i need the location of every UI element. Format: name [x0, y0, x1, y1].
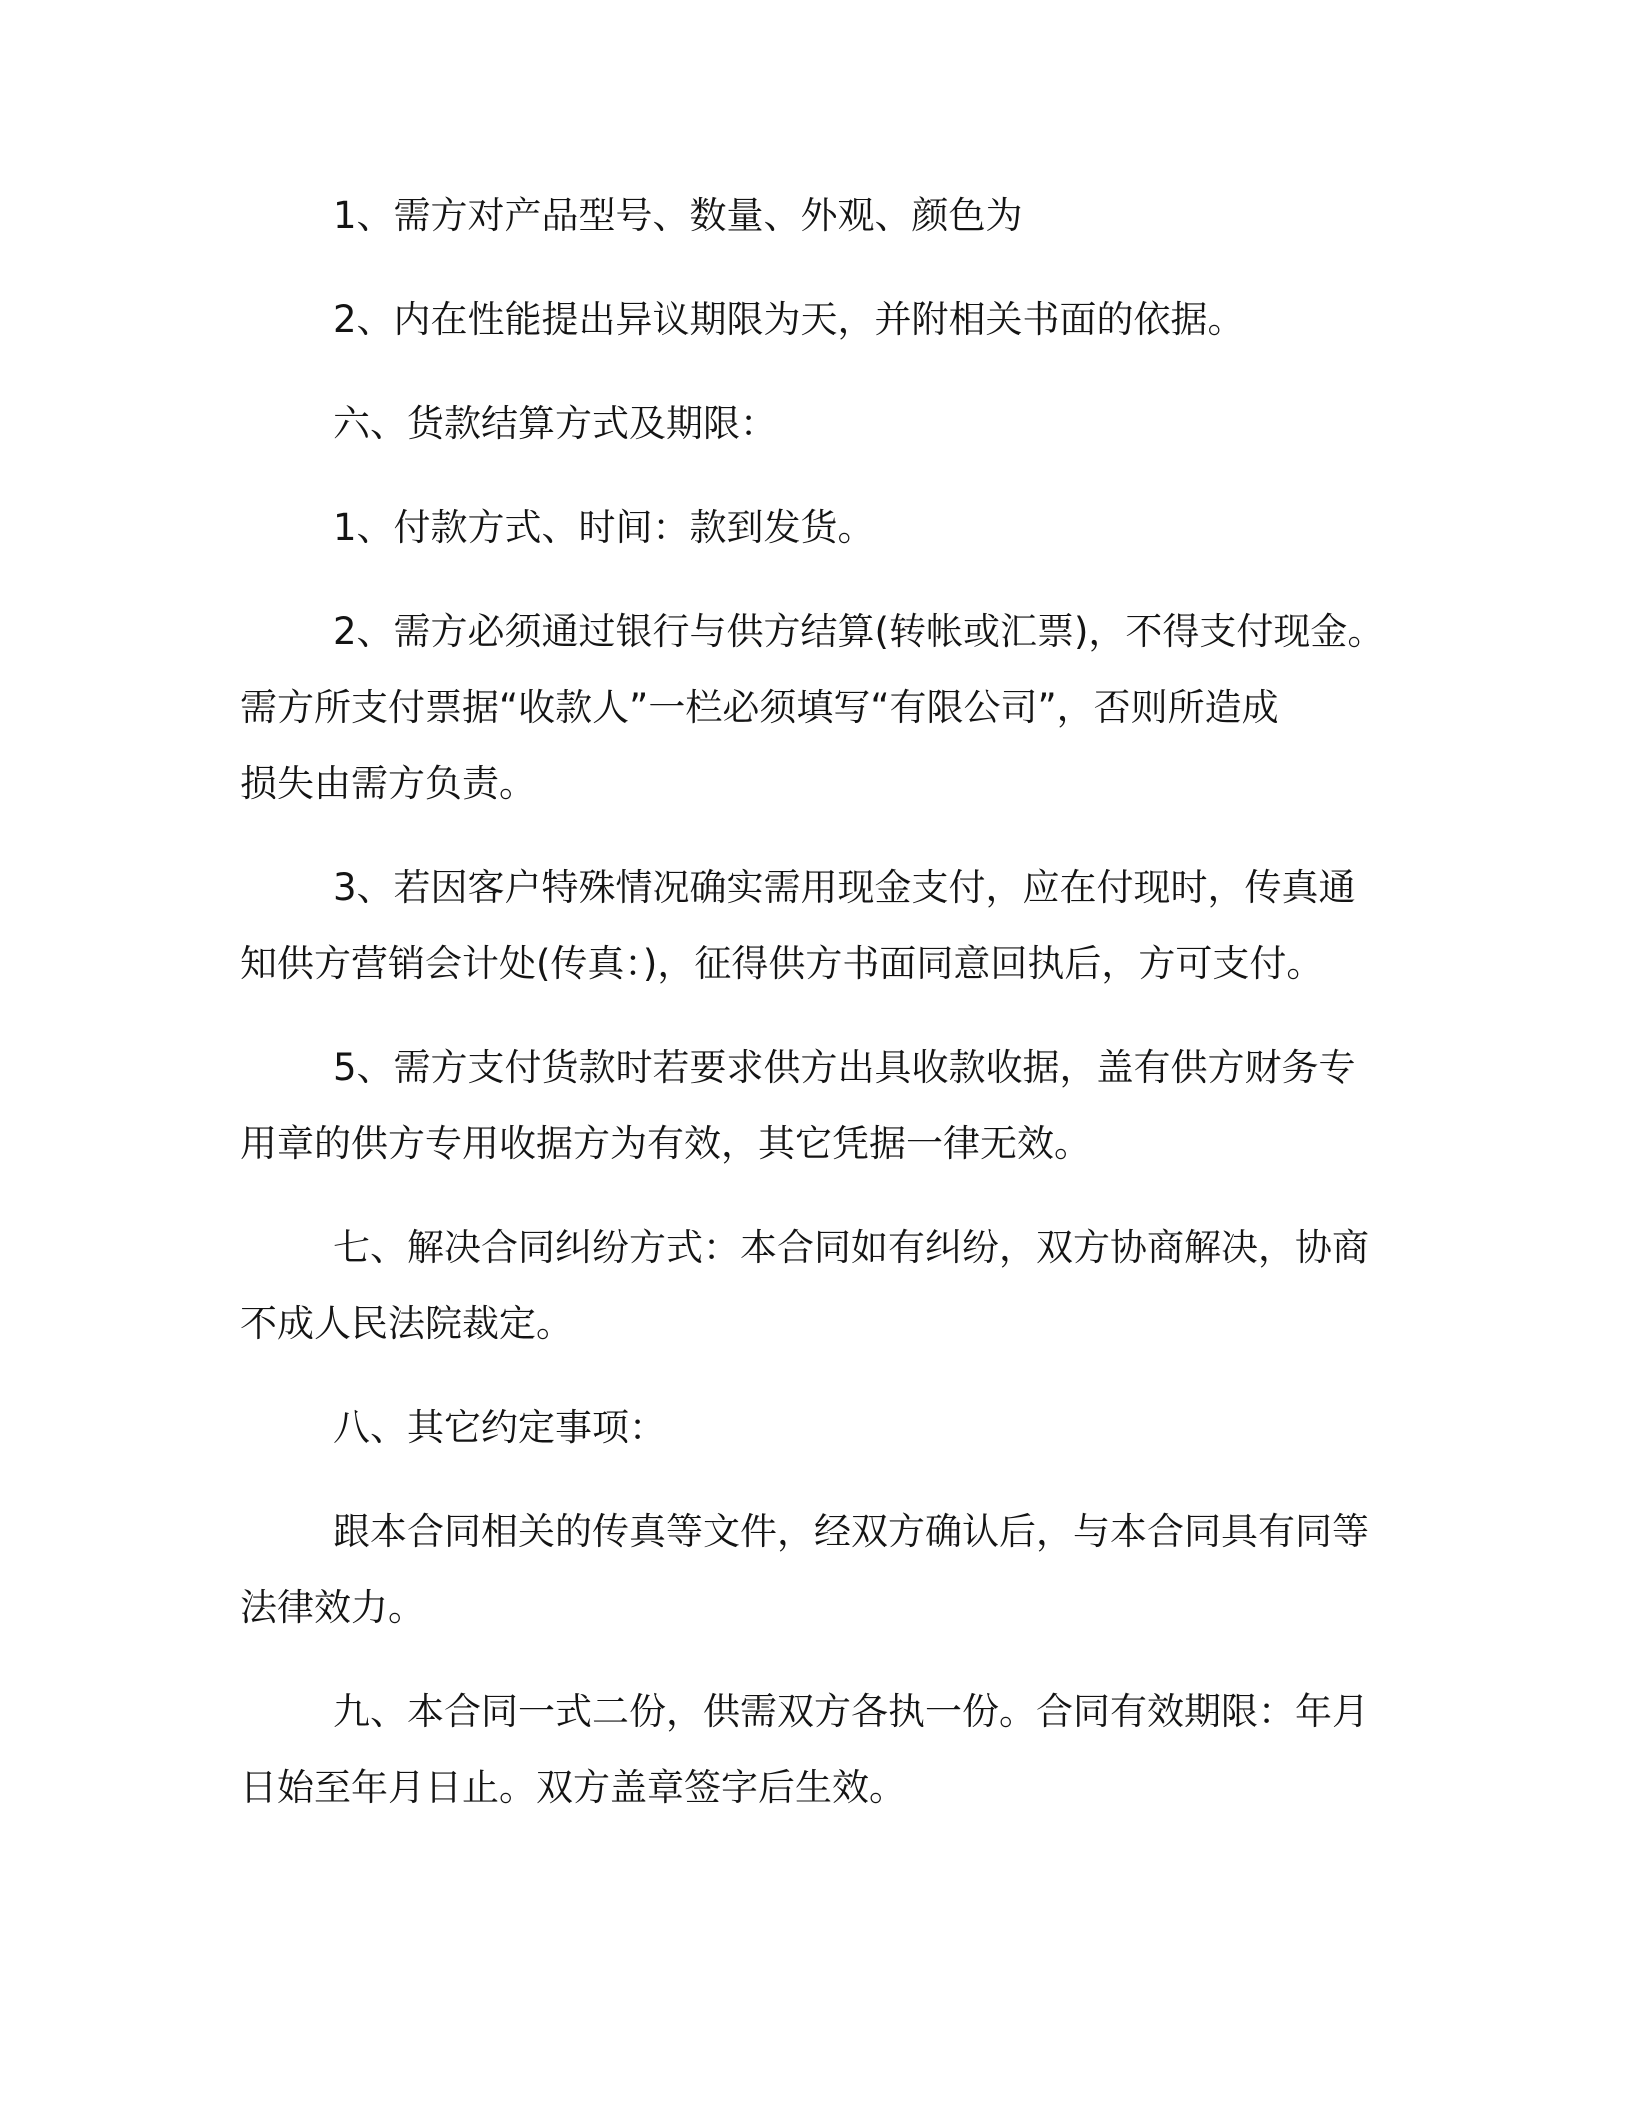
paragraph-line: 2、需方必须通过银行与供方结算(转帐或汇票)，不得支付现金。 — [333, 610, 1385, 653]
paragraph-line: 1、需方对产品型号、数量、外观、颜色为 — [333, 194, 1023, 237]
paragraph-line: 日始至年月日止。双方盖章签字后生效。 — [240, 1766, 906, 1809]
paragraph-payment-method — [240, 490, 1632, 566]
paragraph-inspection-performance — [240, 282, 1632, 358]
paragraph-line: 八、其它约定事项： — [333, 1406, 666, 1449]
paragraph-receipt — [240, 1030, 1632, 1182]
paragraph-line: 法律效力。 — [240, 1586, 425, 1629]
paragraph-line: 九、本合同一式二份，供需双方各执一份。合同有效期限：年月 — [333, 1690, 1369, 1733]
paragraph-inspection-appearance — [240, 178, 1632, 254]
paragraph-cash-payment — [240, 850, 1632, 1002]
paragraph-line: 知供方营销会计处(传真：)，征得供方书面同意回执后，方可支付。 — [240, 942, 1324, 985]
paragraph-line: 损失由需方负责。 — [240, 762, 536, 805]
paragraph-line: 需方所支付票据“收款人”一栏必须填写“有限公司”，否则所造成 — [240, 686, 1279, 729]
section-dispute-resolution — [240, 1210, 1632, 1362]
section-heading-other-terms — [240, 1390, 1632, 1466]
paragraph-fax-validity — [240, 1494, 1632, 1646]
paragraph-line: 1、付款方式、时间：款到发货。 — [333, 506, 875, 549]
paragraph-bank-settlement — [240, 594, 1632, 822]
paragraph-line: 六、货款结算方式及期限： — [333, 402, 777, 445]
paragraph-line: 七、解决合同纠纷方式：本合同如有纠纷，双方协商解决，协商 — [333, 1226, 1369, 1269]
paragraph-line: 不成人民法院裁定。 — [240, 1302, 573, 1345]
paragraph-line: 2、内在性能提出异议期限为天，并附相关书面的依据。 — [333, 298, 1245, 341]
paragraph-line: 3、若因客户特殊情况确实需用现金支付，应在付现时，传真通 — [333, 866, 1356, 909]
paragraph-line: 用章的供方专用收据方为有效，其它凭据一律无效。 — [240, 1122, 1091, 1165]
section-heading-payment — [240, 386, 1632, 462]
paragraph-line: 5、需方支付货款时若要求供方出具收款收据，盖有供方财务专 — [333, 1046, 1356, 1089]
paragraph-line: 跟本合同相关的传真等文件，经双方确认后，与本合同具有同等 — [333, 1510, 1369, 1553]
section-copies-term — [240, 1674, 1632, 1826]
